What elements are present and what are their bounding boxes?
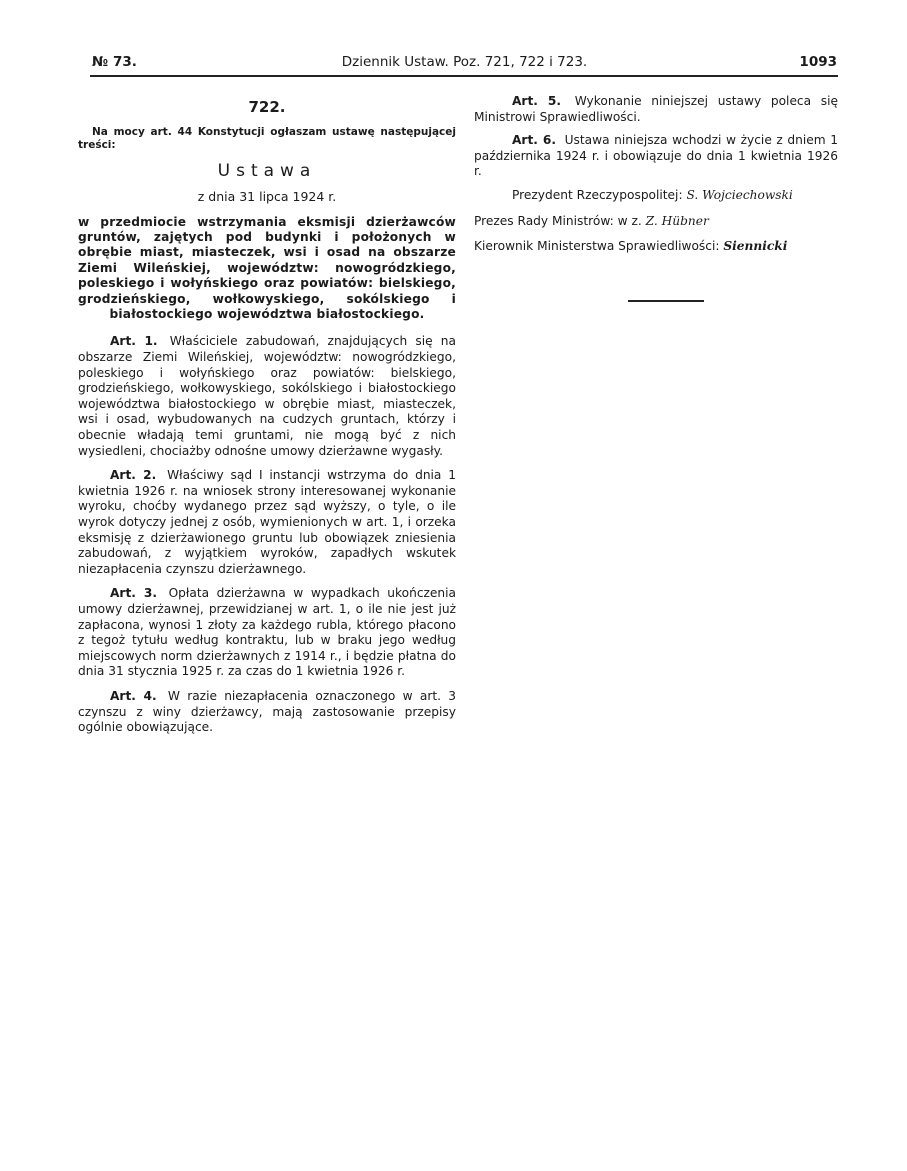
signature-role: Prezes Rady Ministrów: w z.: [474, 213, 642, 228]
article-text: Właściwy sąd I instancji wstrzyma do dnia 1 kwietnia 1926 r. na wniosek strony interesowanej wykonanie wyroku, choćby wydanego przez sąd wyższy, o tyle, o ile wyrok dotyczy jednej z osób, wymienionych w art. 1, i orzeka eksmisję z dzierżawionego gruntu lub obowiązek zniesienia zabudowań, z wyjątkiem wyroków, zapadłych wskutek niezapłacenia czynszu dzierżawnego.: [78, 468, 457, 576]
position-number: 722.: [248, 98, 286, 116]
article-text: Właściciele zabudowań, znajdujących się na obszarze Ziemi Wileńskiej, województw: nowogródzkiego, poleskiego i wołyńskiego oraz powiatów: bielskiego, grodzieńskiego, wołkowyskiego, sokólskiego i białostockiego województwa białostockiego w obrębie miast, miasteczek, wsi i osad, wybudowanych na cudzych gruntach, którzy i obecnie władają temi gruntami, nie mogą być z nich wysiedleni, chociażby odnośne umowy dzierżawne wygasły.: [78, 334, 456, 458]
article-label: Art. 6.: [512, 133, 556, 148]
issue-number: № 73.: [92, 54, 137, 70]
article-label: Art. 4.: [110, 688, 157, 703]
article-4: [78, 689, 456, 736]
signature-justice-minister: [474, 239, 838, 255]
promulgation-intro: Na mocy art. 44 Konstytucji ogłaszam ustawę następującej treści:: [78, 126, 456, 151]
act-title: Ustawa: [217, 161, 317, 181]
journal-title: Dziennik Ustaw. Poz. 721, 722 i 723.: [341, 54, 588, 70]
article-1: [78, 334, 456, 459]
article-label: Art. 1.: [110, 334, 158, 349]
article-text: Opłata dzierżawna w wypadkach ukończenia umowy dzierżawnej, przewidzianej w art. 1, o ile nie jest już zapłacona, wynosi 1 złoty za każdego rubla, którego płacono z tegoż tytułu według kontraktu, lub w braku jego według miejscowych norm dzierżawnych z 1914 r., i będzie płatna do dnia 31 stycznia 1925 r. za czas do 1 kwietnia 1926 r.: [78, 586, 456, 679]
signature-role: Kierownik Ministerstwa Sprawiedliwości:: [474, 239, 720, 254]
signature-prime-minister: [474, 214, 838, 230]
page-number: 1093: [799, 54, 837, 70]
signature-president: [474, 188, 838, 204]
signature-name: Z. Hübner: [645, 213, 709, 228]
article-3: [78, 586, 456, 680]
signature-name: S. Wojciechowski: [686, 187, 793, 202]
article-text: Wykonanie niniejszej ustawy poleca się Ministrowi Sprawiedliwości.: [474, 94, 838, 124]
article-2: [78, 468, 456, 577]
left-column: [78, 98, 456, 745]
section-end-rule: [628, 300, 704, 302]
page-header: [92, 54, 837, 74]
article-5: [474, 94, 838, 125]
act-subject: w przedmiocie wstrzymania eksmisji dzierżawców gruntów, zajętych pod budynki i położonych w obrębie miast, miasteczek, wsi i osad na obszarze Ziemi Wileńskiej, województw: nowogródzkiego, poleskiego i wołyńskiego oraz powiatów: bielskiego, grodzieńskiego, wołkowyskiego, sokólskiego i białostockiego województwa białostockiego.: [78, 214, 456, 322]
signature-role: Prezydent Rzeczypospolitej:: [512, 187, 683, 202]
article-label: Art. 2.: [110, 468, 157, 483]
act-date: z dnia 31 lipca 1924 r.: [197, 189, 337, 204]
article-label: Art. 3.: [110, 586, 157, 601]
header-rule: [90, 75, 838, 77]
right-column: [474, 94, 838, 265]
signature-name: Siennicki: [723, 239, 788, 254]
article-text: W razie niezapłacenia oznaczonego w art. 3 czynszu z winy dzierżawcy, mają zastosowanie przepisy ogólnie obowiązujące.: [78, 688, 456, 735]
article-text: Ustawa niniejsza wchodzi w życie z dniem 1 października 1924 r. i obowiązuje do dnia 1 kwietnia 1926 r.: [474, 133, 838, 179]
article-6: [474, 133, 838, 180]
article-label: Art. 5.: [512, 94, 562, 108]
